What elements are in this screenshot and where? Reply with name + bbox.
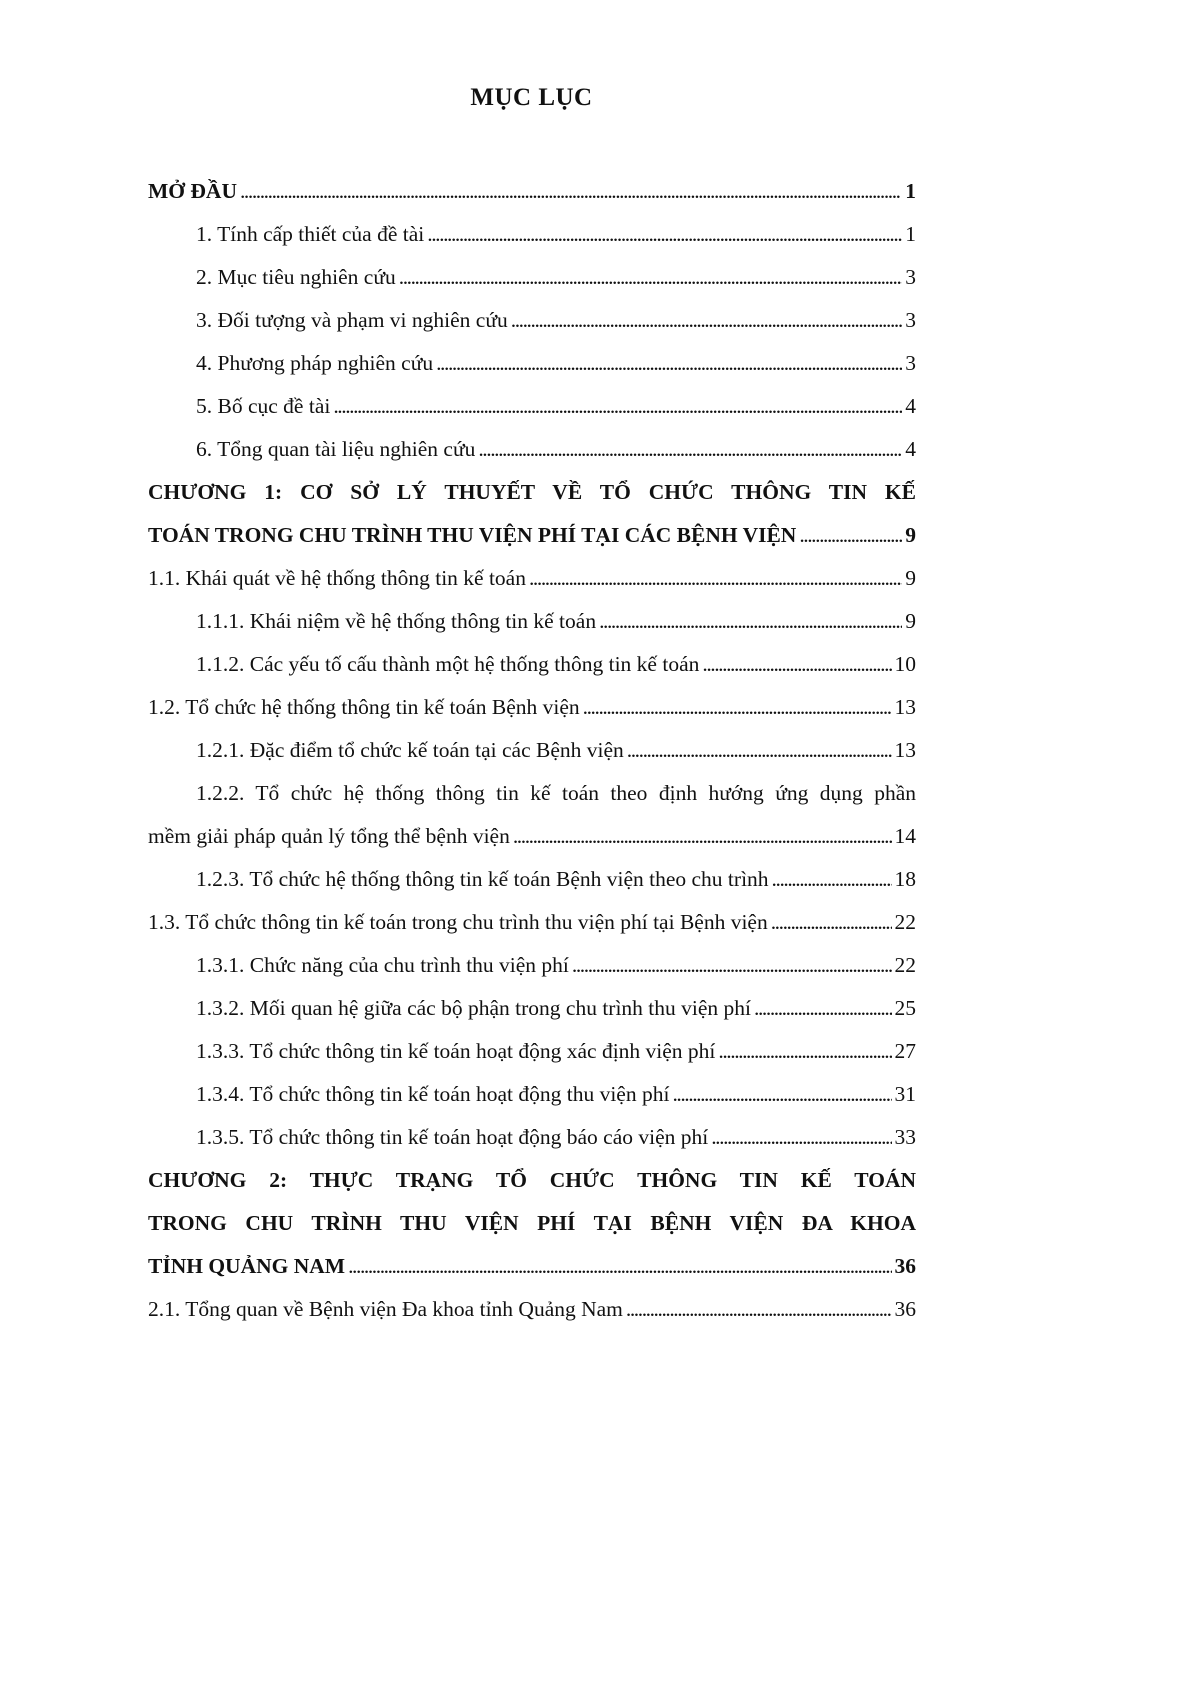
dot-leader [772, 858, 892, 901]
toc-page-number: 1 [905, 179, 916, 203]
toc-entry-1-3[interactable] [148, 901, 916, 944]
toc-entry-text: CHƯƠNG 2: THỰC TRẠNG TỔ CHỨC THÔNG TIN KẾ TOÁN [148, 1168, 916, 1192]
toc-entry-text: 1.2.2. Tổ chức hệ thống thông tin kế toán theo định hướng ứng dụng phần [196, 781, 916, 805]
toc-page-number: 9 [905, 609, 916, 633]
toc-entry-6[interactable] [148, 428, 916, 471]
dot-leader [711, 1116, 891, 1159]
toc-page-number: 22 [894, 953, 916, 977]
toc-page-number: 31 [894, 1082, 916, 1106]
toc-page-number: 13 [894, 695, 916, 719]
toc-title: MỤC LỤC [470, 84, 593, 111]
toc-page-number: 10 [894, 652, 916, 676]
toc-entry-text: 1.1. Khái quát về hệ thống thông tin kế toán [148, 566, 526, 590]
toc-chapter-1-line-1[interactable] [148, 471, 916, 514]
toc-page-number: 3 [905, 265, 916, 289]
toc-entry-text: 1.2.1. Đặc điểm tổ chức kế toán tại các Bệnh viện [196, 738, 624, 762]
toc-chapter-1-line-2[interactable] [148, 514, 916, 557]
dot-leader [399, 256, 903, 299]
toc-entry-5[interactable] [148, 385, 916, 428]
toc-entry-text: TOÁN TRONG CHU TRÌNH THU VIỆN PHÍ TẠI CÁC BỆNH VIỆN [148, 523, 797, 547]
dot-leader [427, 213, 902, 256]
toc-entry-intro[interactable] [148, 170, 916, 213]
dot-leader [627, 729, 892, 772]
toc-page-number: 13 [894, 738, 916, 762]
toc-entry-2[interactable] [148, 256, 916, 299]
dot-leader [771, 901, 892, 944]
toc-chapter-2-line-3[interactable] [148, 1245, 916, 1288]
toc-page-number: 14 [894, 824, 916, 848]
dot-leader [626, 1288, 892, 1331]
toc-entry-1-2-2-line-1[interactable] [148, 772, 916, 815]
dot-leader [799, 514, 902, 557]
toc-page-number: 3 [905, 308, 916, 332]
dot-leader [513, 815, 892, 858]
dot-leader [572, 944, 892, 987]
table-of-contents [148, 170, 916, 1331]
toc-entry-text: TRONG CHU TRÌNH THU VIỆN PHÍ TẠI BỆNH VIỆN ĐA KHOA [148, 1211, 916, 1235]
toc-page-number: 4 [905, 437, 916, 461]
toc-entry-text: 6. Tổng quan tài liệu nghiên cứu [196, 437, 476, 461]
toc-entry-1-3-3[interactable] [148, 1030, 916, 1073]
toc-entry-text: 4. Phương pháp nghiên cứu [196, 351, 434, 375]
toc-page-number: 18 [894, 867, 916, 891]
toc-entry-text: 1.3. Tổ chức thông tin kế toán trong chu trình thu viện phí tại Bệnh viện [148, 910, 768, 934]
dot-leader [702, 643, 891, 686]
toc-entry-1-2[interactable] [148, 686, 916, 729]
dot-leader [478, 428, 902, 471]
toc-entry-1-3-2[interactable] [148, 987, 916, 1030]
dot-leader [333, 385, 902, 428]
toc-entry-1-1-2[interactable] [148, 643, 916, 686]
toc-entry-1-2-1[interactable] [148, 729, 916, 772]
toc-entry-text: TỈNH QUẢNG NAM [148, 1254, 346, 1278]
toc-page-number: 25 [894, 996, 916, 1020]
toc-entry-text: MỞ ĐẦU [148, 179, 237, 203]
toc-entry-1-3-4[interactable] [148, 1073, 916, 1116]
dot-leader [672, 1073, 891, 1116]
toc-entry-text: 1.2.3. Tổ chức hệ thống thông tin kế toán Bệnh viện theo chu trình [196, 867, 769, 891]
dot-leader [754, 987, 891, 1030]
toc-entry-1-1[interactable] [148, 557, 916, 600]
toc-page-number: 3 [905, 351, 916, 375]
toc-entry-text: 1.3.3. Tổ chức thông tin kế toán hoạt động xác định viện phí [196, 1039, 716, 1063]
toc-entry-1-2-3[interactable] [148, 858, 916, 901]
dot-leader [529, 557, 902, 600]
toc-entry-text: 1.3.2. Mối quan hệ giữa các bộ phận trong chu trình thu viện phí [196, 996, 752, 1020]
toc-entry-text: 1.1.1. Khái niệm về hệ thống thông tin kế toán [196, 609, 597, 633]
toc-page-number: 33 [894, 1125, 916, 1149]
toc-entry-text: 3. Đối tượng và phạm vi nghiên cứu [196, 308, 508, 332]
toc-entry-1-3-1[interactable] [148, 944, 916, 987]
toc-page-number: 1 [905, 222, 916, 246]
toc-entry-text: CHƯƠNG 1: CƠ SỞ LÝ THUYẾT VỀ TỔ CHỨC THÔNG TIN KẾ [148, 480, 916, 504]
toc-entry-1-1-1[interactable] [148, 600, 916, 643]
toc-entry-text: mềm giải pháp quản lý tổng thể bệnh viện [148, 824, 510, 848]
toc-page-number: 4 [905, 394, 916, 418]
toc-page-number: 9 [905, 566, 916, 590]
dot-leader [436, 342, 902, 385]
toc-entry-text: 2.1. Tổng quan về Bệnh viện Đa khoa tỉnh Quảng Nam [148, 1297, 623, 1321]
toc-entry-text: 1.3.5. Tổ chức thông tin kế toán hoạt động báo cáo viện phí [196, 1125, 709, 1149]
toc-page-number: 27 [894, 1039, 916, 1063]
toc-chapter-2-line-2[interactable] [148, 1202, 916, 1245]
dot-leader [511, 299, 903, 342]
toc-entry-text: 1. Tính cấp thiết của đề tài [196, 222, 425, 246]
toc-entry-text: 1.1.2. Các yếu tố cấu thành một hệ thống thông tin kế toán [196, 652, 700, 676]
toc-entry-1-2-2-line-2[interactable] [148, 815, 916, 858]
toc-chapter-2-line-1[interactable] [148, 1159, 916, 1202]
dot-leader [348, 1245, 891, 1288]
dot-leader [240, 170, 902, 213]
toc-entry-1-3-5[interactable] [148, 1116, 916, 1159]
toc-entry-3[interactable] [148, 299, 916, 342]
toc-entry-text: 1.3.1. Chức năng của chu trình thu viện phí [196, 953, 569, 977]
toc-entry-2-1[interactable] [148, 1288, 916, 1331]
toc-page-number: 36 [894, 1297, 916, 1321]
toc-page-number: 9 [905, 523, 916, 547]
toc-entry-4[interactable] [148, 342, 916, 385]
dot-leader [718, 1030, 891, 1073]
toc-entry-text: 5. Bố cục đề tài [196, 394, 331, 418]
toc-entry-text: 1.3.4. Tổ chức thông tin kế toán hoạt động thu viện phí [196, 1082, 670, 1106]
dot-leader [599, 600, 902, 643]
toc-entry-1[interactable] [148, 213, 916, 256]
toc-page-number: 36 [894, 1254, 916, 1278]
toc-entry-text: 2. Mục tiêu nghiên cứu [196, 265, 396, 289]
dot-leader [583, 686, 892, 729]
toc-page-number: 22 [894, 910, 916, 934]
toc-entry-text: 1.2. Tổ chức hệ thống thông tin kế toán Bệnh viện [148, 695, 580, 719]
